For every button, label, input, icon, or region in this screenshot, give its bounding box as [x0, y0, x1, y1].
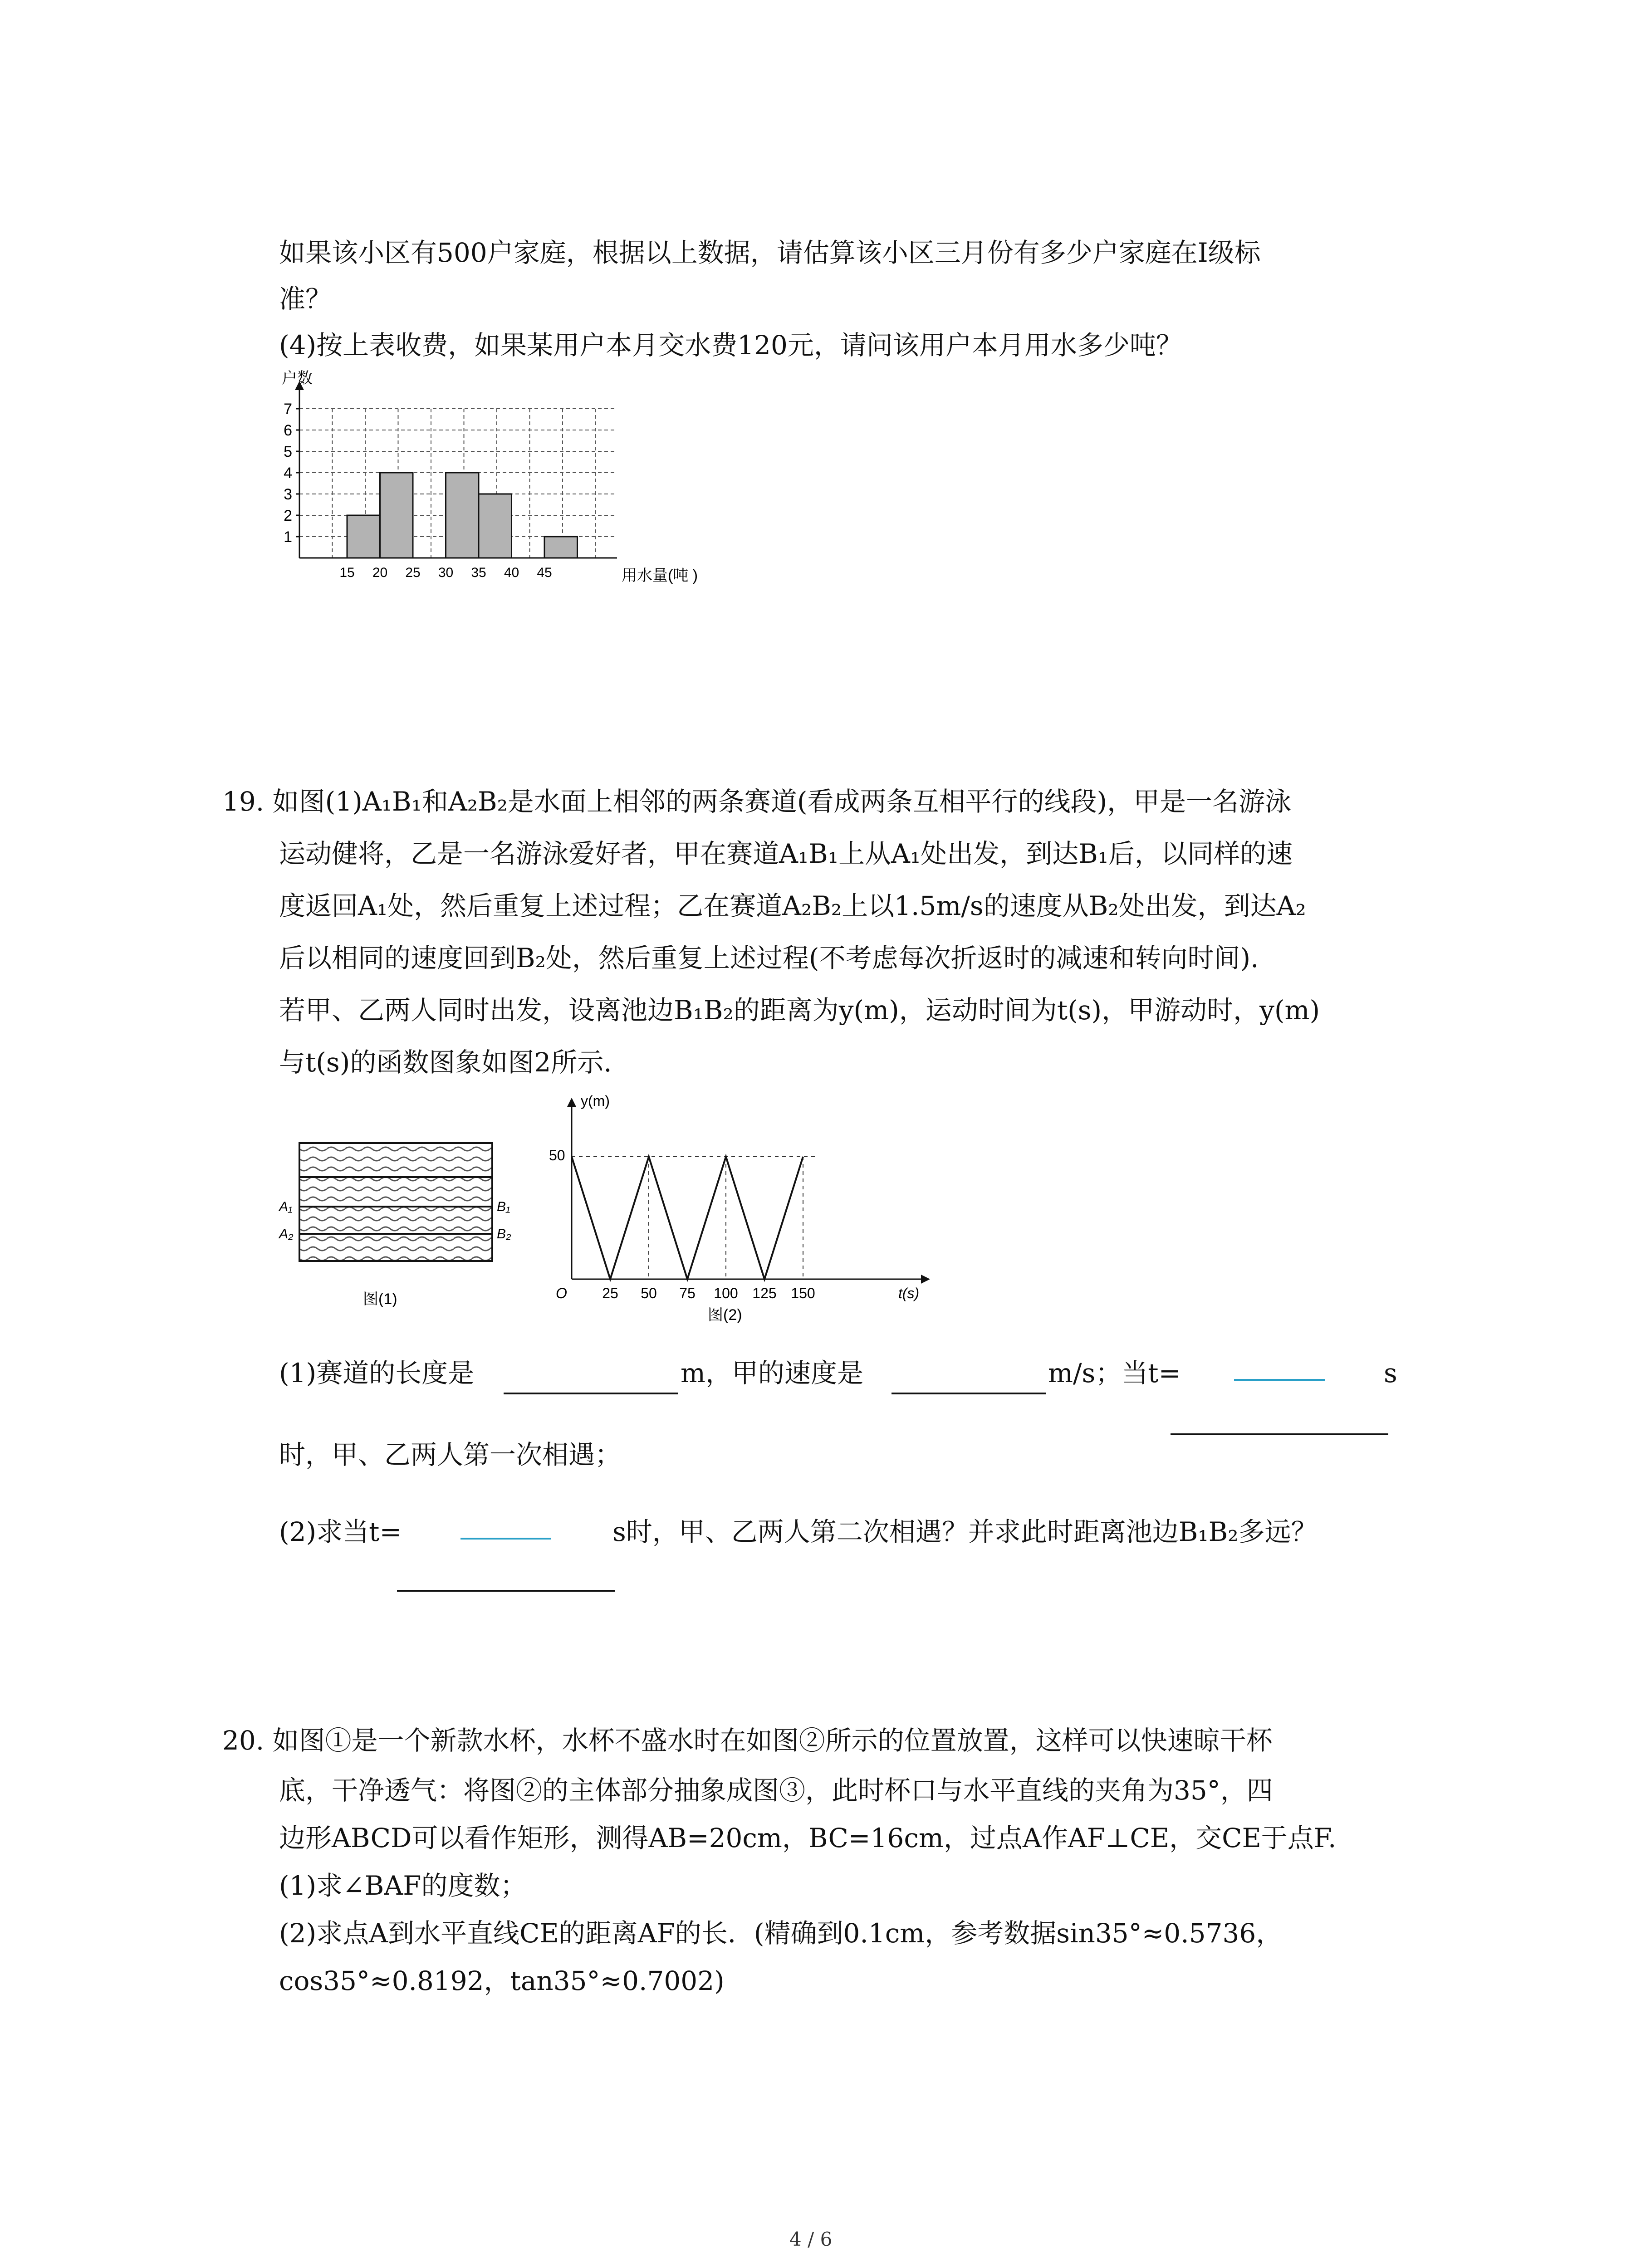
answer-blank-second-meet[interactable] — [397, 1590, 615, 1592]
histogram-x-label: 用水量(吨 ) — [622, 567, 698, 584]
q19-sub1-part-e: 时，甲、乙两人第一次相遇； — [279, 1439, 622, 1470]
q18-line3: (4)按上表收费，如果某用户本月交水费120元，请问该用户本月用水多少吨？ — [279, 330, 1182, 361]
q18-line1: 如果该小区有500户家庭，根据以上数据，请估算该小区三月份有多少户家庭在Ⅰ级标 — [279, 237, 1261, 268]
label-a1: A₁ — [279, 1199, 293, 1214]
graph-y-label: y(m) — [581, 1093, 610, 1109]
histogram-y-tick-label: 4 — [284, 464, 292, 482]
q20-line2: 底，干净透气：将图②的主体部分抽象成图③，此时杯口与水平直线的夹角为35°，四 — [279, 1775, 1273, 1806]
answer-blank-speed[interactable] — [892, 1393, 1046, 1394]
histogram-y-tick-label: 6 — [284, 422, 292, 439]
q19-sub1-part-b: m，甲的速度是 — [681, 1358, 863, 1388]
histogram-x-tick-label: 25 — [405, 565, 421, 580]
distance-time-line — [572, 1157, 803, 1279]
q20-line5: (2)求点A到水平直线CE的距离AF的长．(精确到0.1cm，参考数据sin35°≈0.5736， — [279, 1918, 1283, 1949]
q19-sub1-part-d: s — [1384, 1358, 1397, 1388]
histogram-x-tick-label: 20 — [372, 565, 388, 580]
q18-line2: 准？ — [279, 284, 332, 314]
histogram-bar — [380, 473, 413, 558]
q20-line6: cos35°≈0.8192，tan35°≈0.7002) — [279, 1965, 725, 1996]
q20-line4: (1)求∠BAF的度数； — [279, 1870, 527, 1901]
histogram-y-label: 户数 — [282, 370, 313, 387]
histogram-bar — [446, 473, 479, 558]
q19-line1: 19. 如图(1)A₁B₁和A₂B₂是水面上相邻的两条赛道(看成两条互相平行的线段)，甲是一名游泳 — [222, 786, 1292, 817]
histogram-y-tick-label: 5 — [284, 443, 292, 460]
answer-blue-line-1 — [1234, 1379, 1325, 1381]
water-usage-histogram — [272, 363, 749, 599]
q19-line2: 运动健将，乙是一名游泳爱好者，甲在赛道A₁B₁上从A₁处出发，到达B₁后，以同样的速 — [279, 838, 1293, 869]
graph-x-label: t(s) — [898, 1285, 920, 1301]
histogram-bar — [544, 537, 578, 558]
graph-ytick-50: 50 — [549, 1147, 565, 1163]
q19-sub1-part-c: m/s；当t= — [1048, 1358, 1181, 1388]
graph-x-tick-label: 150 — [791, 1285, 815, 1301]
histogram-x-tick-label: 30 — [438, 565, 454, 580]
q19-line5: 若甲、乙两人同时出发，设离池边B₁B₂的距离为y(m)，运动时间为t(s)，甲游动时，y(m) — [279, 995, 1320, 1026]
lane-diagram — [272, 1134, 526, 1329]
q20-line1: 20. 如图①是一个新款水杯，水杯不盛水时在如图②所示的位置放置，这样可以快速晾干杯 — [222, 1725, 1273, 1756]
q19-sub2-part-b: s时，甲、乙两人第二次相遇？并求此时距离池边B₁B₂多远？ — [612, 1516, 1318, 1547]
q20-line3: 边形ABCD可以看作矩形，测得AB=20cm，BC=16cm，过点A作AF⊥CE，交CE于点F. — [279, 1823, 1337, 1853]
histogram-y-tick-label: 7 — [284, 401, 292, 418]
answer-blank-first-meet[interactable] — [1171, 1433, 1388, 1435]
label-b2: B₂ — [497, 1227, 511, 1242]
page-number: 4 / 6 — [789, 2228, 833, 2250]
q19-line4: 后以相同的速度回到B₂处，然后重复上述过程(不考虑每次折返时的减速和转向时间). — [279, 943, 1259, 973]
histogram-x-tick-label: 45 — [537, 565, 552, 580]
histogram-bar — [347, 515, 380, 558]
graph-x-tick-label: 125 — [752, 1285, 777, 1301]
label-a2: A₂ — [279, 1227, 294, 1242]
histogram-x-tick-label: 35 — [471, 565, 486, 580]
graph-x-tick-label: 25 — [602, 1285, 618, 1301]
label-b1: B₁ — [497, 1199, 510, 1214]
answer-blank-track-length[interactable] — [504, 1393, 678, 1394]
q19-sub1-part-a: (1)赛道的长度是 — [279, 1358, 475, 1388]
q19-sub2-part-a: (2)求当t= — [279, 1516, 402, 1547]
graph-x-tick-label: 75 — [679, 1285, 696, 1301]
histogram-bar — [479, 494, 512, 558]
histogram-y-tick-label: 3 — [284, 486, 292, 503]
graph-x-tick-label: 50 — [641, 1285, 657, 1301]
q19-line3: 度返回A₁处，然后重复上述过程；乙在赛道A₂B₂上以1.5m/s的速度从B₂处出发，到达A₂ — [279, 890, 1306, 921]
graph-x-tick-label: 100 — [714, 1285, 738, 1301]
distance-time-graph — [535, 1089, 944, 1334]
histogram-y-tick-label: 2 — [284, 507, 292, 524]
figure1-caption: 图(1) — [363, 1290, 397, 1308]
graph-origin: O — [556, 1285, 567, 1301]
figure2-caption: 图(2) — [708, 1306, 742, 1324]
answer-blue-line-2 — [460, 1538, 551, 1540]
histogram-x-tick-label: 15 — [339, 565, 355, 580]
q19-line6: 与t(s)的函数图象如图2所示. — [279, 1047, 612, 1078]
histogram-y-tick-label: 1 — [284, 528, 292, 546]
histogram-x-tick-label: 40 — [504, 565, 519, 580]
